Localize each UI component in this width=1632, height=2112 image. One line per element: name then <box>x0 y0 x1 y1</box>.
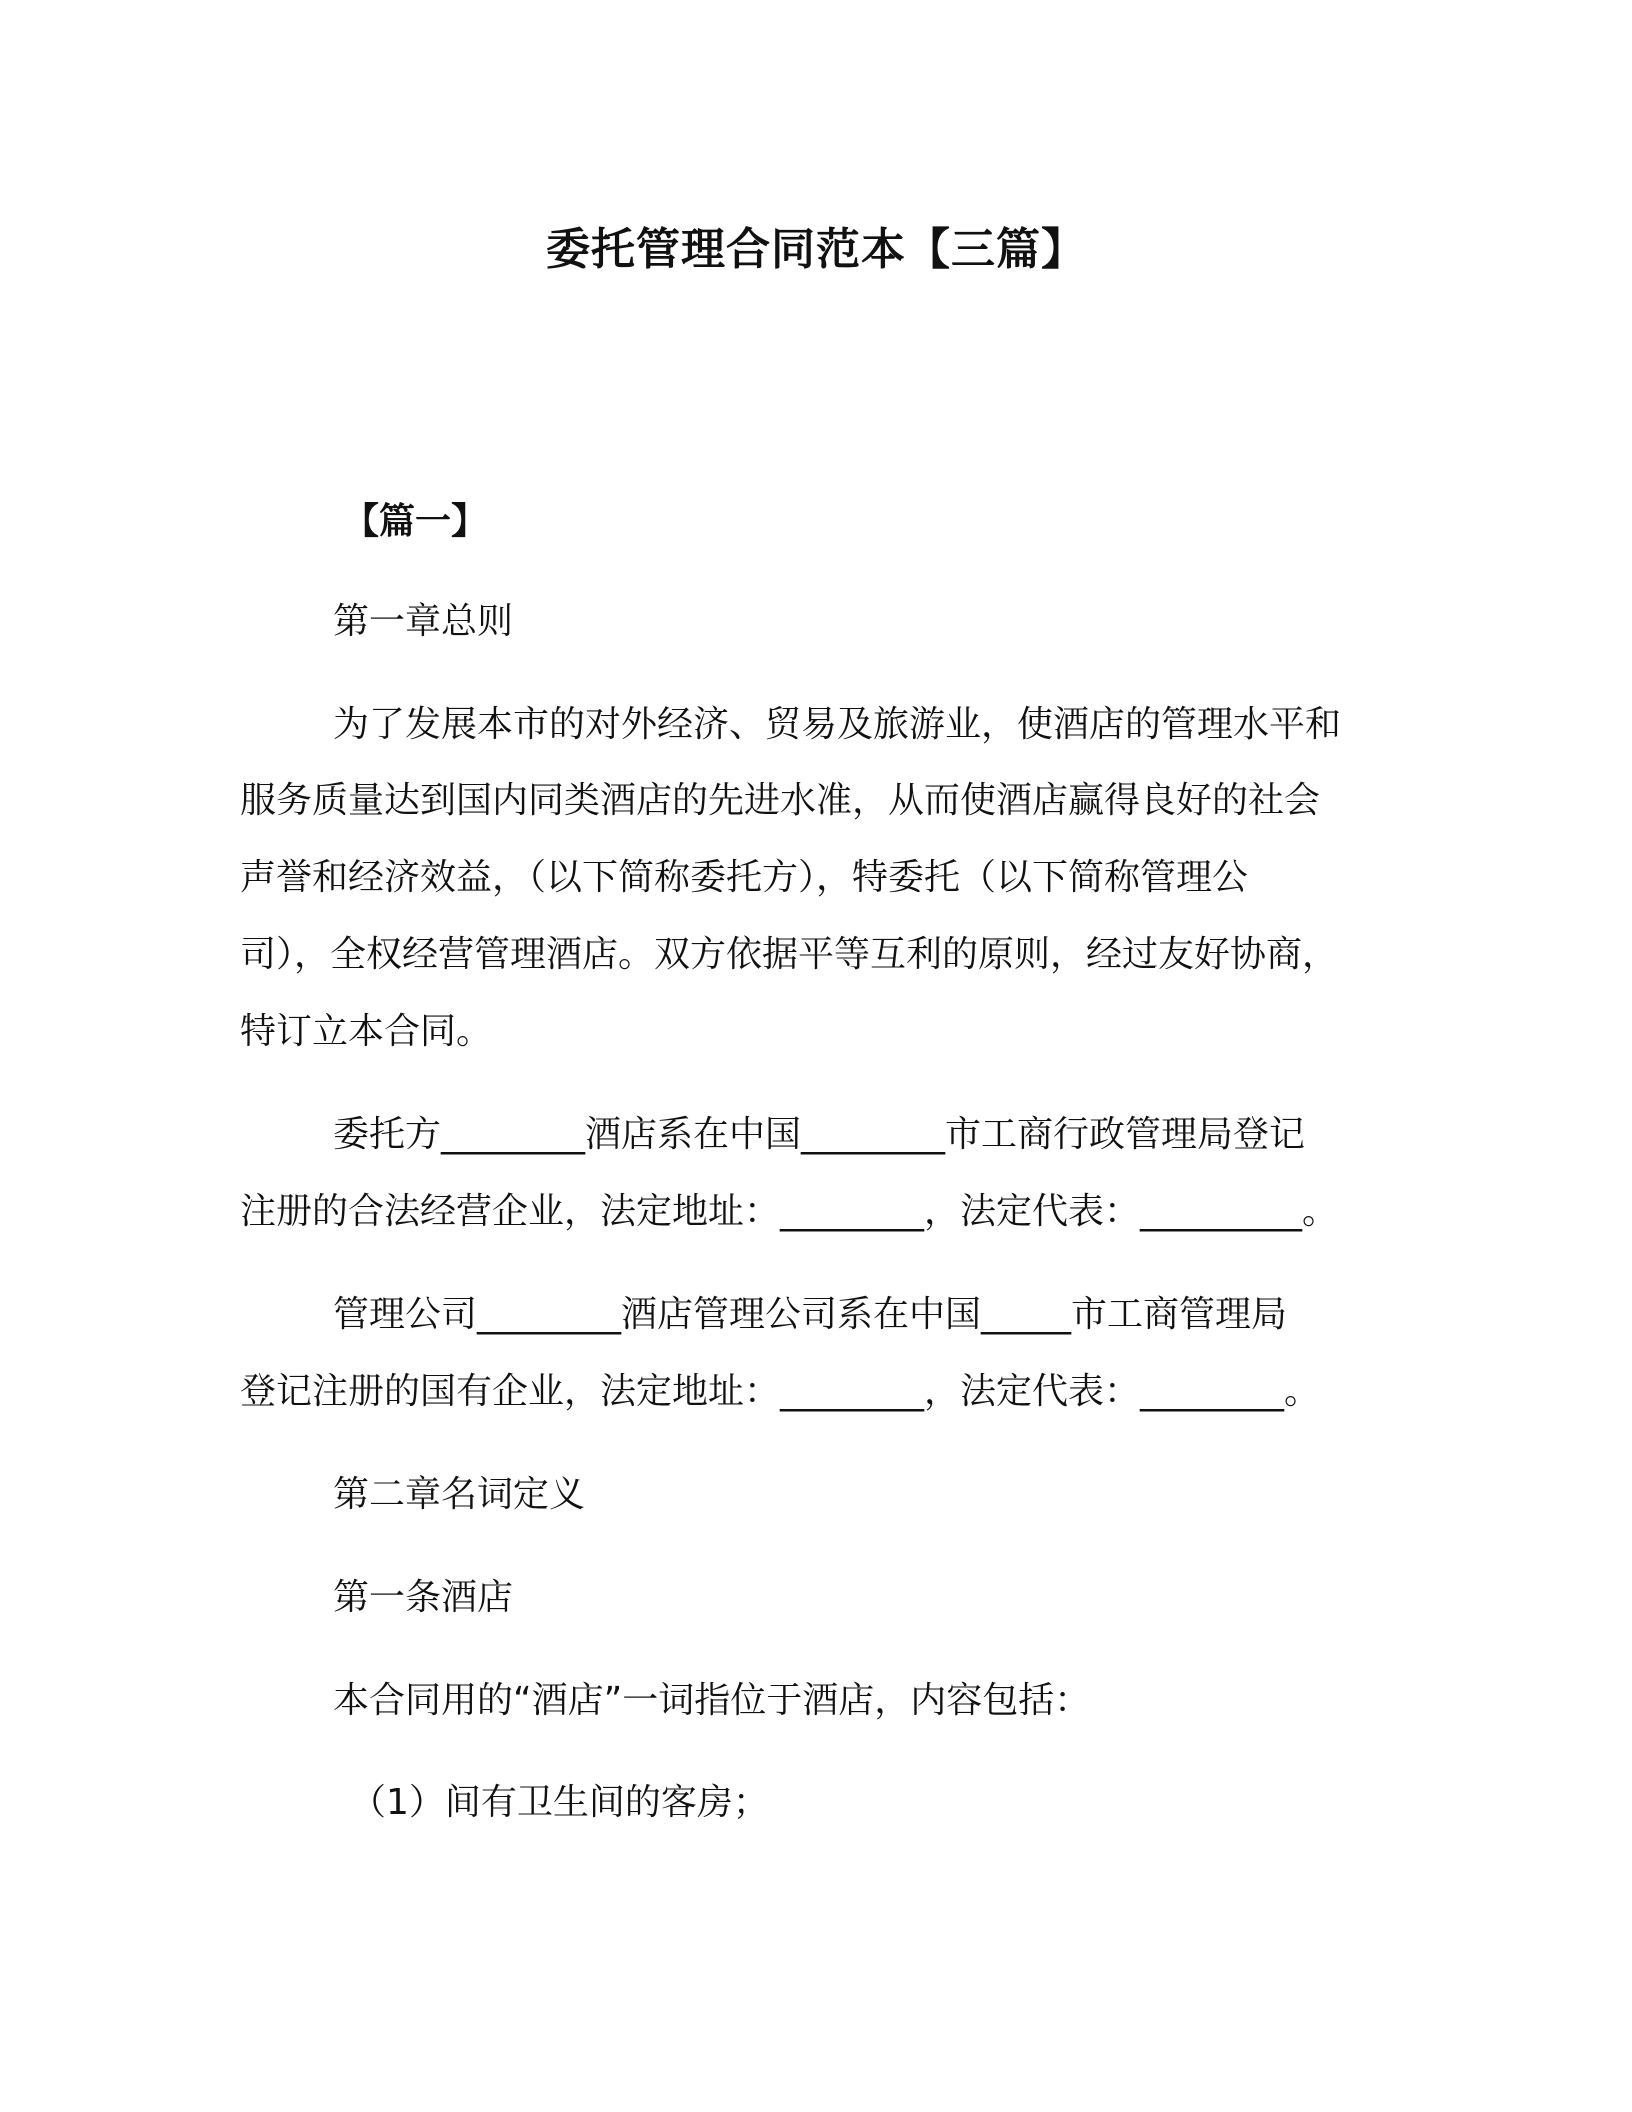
intro-line-4: 司），全权经营管理酒店。双方依据平等互利的原则，经过友好协商， <box>240 934 1339 975</box>
chapter2-heading: 第二章名词定义 <box>333 1474 586 1515</box>
client-line-1: 委托方________酒店系在中国________市工商行政管理局登记 <box>333 1114 1306 1155</box>
article1-item-1: （1）间有卫生间的客房； <box>350 1782 769 1823</box>
article1-intro: 本合同用的“酒店”一词指位于酒店，内容包括： <box>333 1680 1091 1721</box>
article1-heading: 第一条酒店 <box>333 1577 514 1618</box>
client-line-2: 注册的合法经营企业，法定地址：________，法定代表：_________。 <box>240 1191 1339 1232</box>
chapter1-heading: 第一章总则 <box>333 601 514 642</box>
part-heading: 【篇一】 <box>343 501 488 542</box>
intro-line-5: 特订立本合同。 <box>240 1011 493 1052</box>
intro-line-2: 服务质量达到国内同类酒店的先进水准，从而使酒店赢得良好的社会 <box>240 780 1321 821</box>
intro-line-1: 为了发展本市的对外经济、贸易及旅游业，使酒店的管理水平和 <box>333 704 1342 745</box>
manager-line-2: 登记注册的国有企业，法定地址：________，法定代表：________。 <box>240 1371 1321 1412</box>
document-title: 委托管理合同范本【三篇】 <box>546 224 1086 275</box>
intro-line-3: 声誉和经济效益，（以下简称委托方），特委托（以下简称管理公 <box>240 857 1249 898</box>
manager-line-1: 管理公司________酒店管理公司系在中国_____市工商管理局 <box>333 1294 1288 1335</box>
